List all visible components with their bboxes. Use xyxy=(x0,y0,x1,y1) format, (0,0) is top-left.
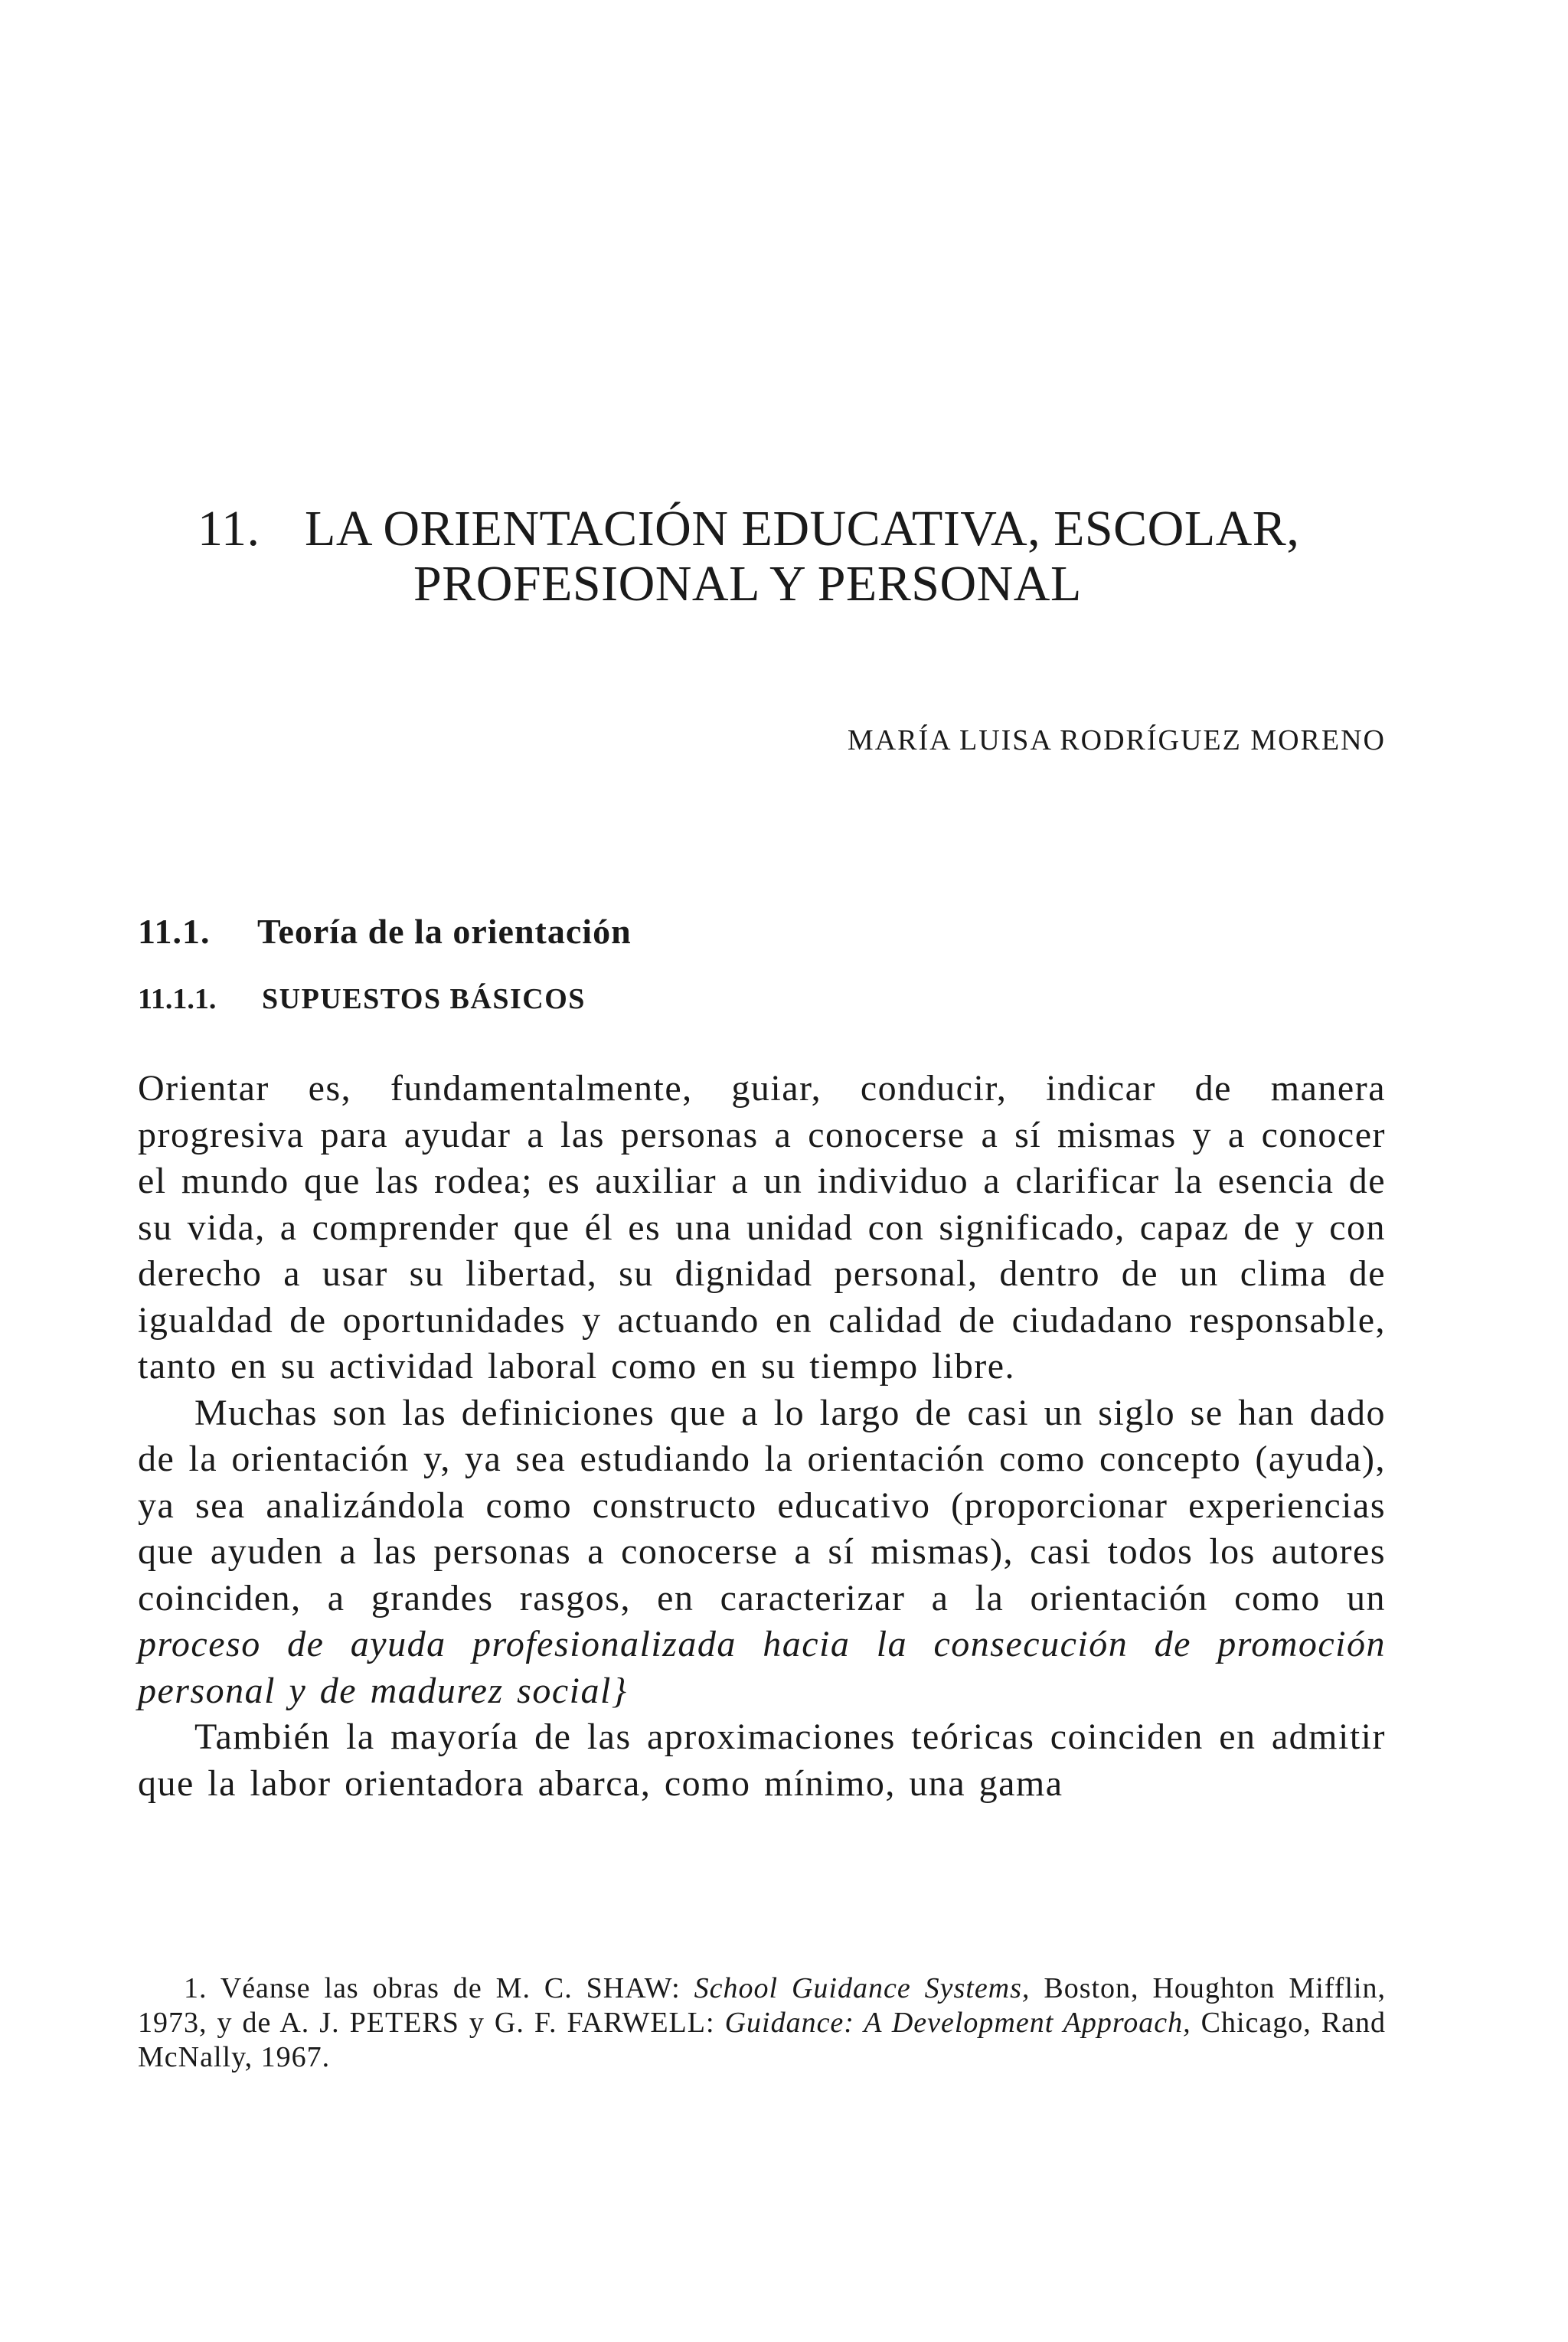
chapter-title-line1: LA ORIENTACIÓN EDUCATIVA, ESCOLAR, xyxy=(305,501,1300,557)
subsection-number: 11.1.1. xyxy=(138,983,217,1015)
chapter-number: 11. xyxy=(198,501,260,557)
footnote xyxy=(138,1971,1386,2075)
footnote-text-b: Boston, Houghton Mifflin, 1973, y de A. J. PETERS y G. F. FARWELL: xyxy=(138,1972,1386,2039)
section-title: Teoría de la orientación xyxy=(257,912,632,951)
author-name: MARÍA LUISA RODRÍGUEZ MORENO xyxy=(847,724,1386,756)
paragraph-2 xyxy=(138,1390,1386,1715)
paragraph-2-text: Muchas son las definiciones que a lo largo de casi un siglo se han dado de la orientación y, ya sea estudiando la orientación como concepto (ayuda), ya sea analizándola como constructo educativo (proporcionar experiencias que ayuden a las personas a conocerse a sí mismas), casi todos los autores coinciden, a grandes rasgos, en caracterizar a la orientación como un xyxy=(138,1392,1386,1618)
chapter-title-line2: PROFESIONAL Y PERSONAL xyxy=(413,556,1082,612)
footnote-text-c: Chicago, Rand McNally, 1967. xyxy=(138,2007,1386,2073)
footnote-title-b: Guidance: A Development Approach, xyxy=(724,2007,1191,2039)
paragraph-2-emphasis: proceso de ayuda profesionalizada hacia la consecución de promoción personal y de madurez social} xyxy=(138,1624,1386,1711)
paragraph-1: Orientar es, fundamentalmente, guiar, conducir, indicar de manera progresiva para ayudar a las personas a conocerse a sí mismas y a conocer el mundo que las rodea; es auxiliar a un individuo a clarificar la esencia de su vida, a comprender que él es una unidad con significado, capaz de y con derecho a usar su libertad, su dignidad personal, dentro de un clima de igualdad de oportunidades y actuando en calidad de ciudadano responsable, tanto en su actividad laboral como en su tiempo libre. xyxy=(138,1068,1386,1387)
section-number: 11.1. xyxy=(138,912,211,951)
subsection-heading xyxy=(138,982,586,1016)
footnote-number: 1. xyxy=(184,1972,207,2004)
body-text xyxy=(138,1066,1386,1807)
section-heading xyxy=(138,911,632,952)
subsection-title: SUPUESTOS BÁSICOS xyxy=(262,983,586,1015)
paragraph-3: También la mayoría de las aproximaciones teóricas coinciden en admitir que la labor orientadora abarca, como mínimo, una gama xyxy=(138,1716,1386,1804)
footnote-text-a: Véanse las obras de M. C. SHAW: xyxy=(220,1972,694,2004)
chapter-title xyxy=(198,501,1423,612)
footnote-title-a: School Guidance Systems, xyxy=(694,1972,1031,2004)
